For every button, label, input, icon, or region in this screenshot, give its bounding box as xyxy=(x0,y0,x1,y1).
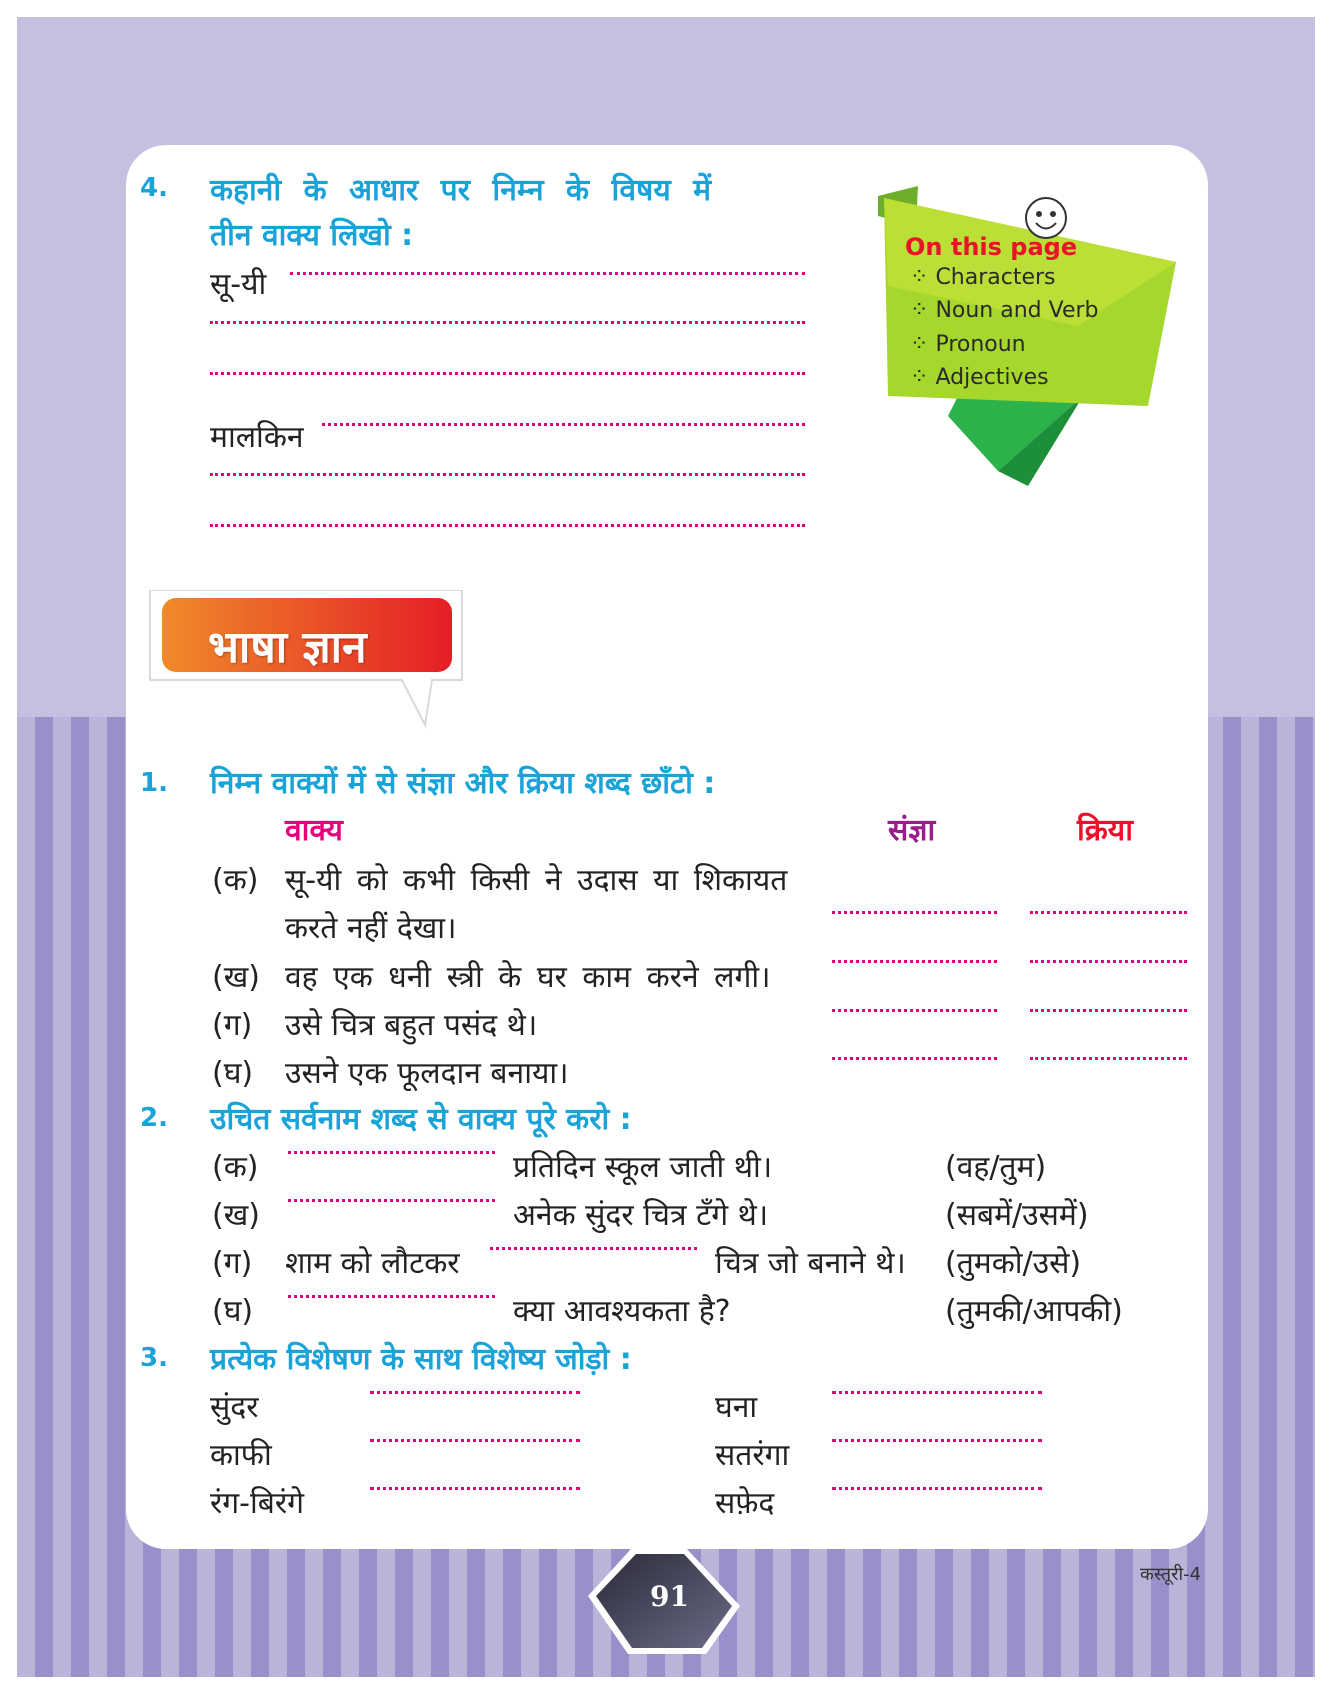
answer-line[interactable] xyxy=(290,272,805,275)
verb-answer-line[interactable] xyxy=(1030,1057,1187,1060)
row-mark: (घ) xyxy=(212,1294,254,1329)
exercise-3-question: प्रत्येक विशेषण के साथ विशेष्य जोड़ो : xyxy=(210,1342,632,1377)
adjective-word: सुंदर xyxy=(210,1390,259,1425)
noun-answer-line[interactable] xyxy=(832,1439,1042,1442)
exercise-4-label-suyi: सू-यी xyxy=(210,267,267,302)
pronoun-answer-line[interactable] xyxy=(490,1247,697,1250)
sentence-text: वह एक धनी स्त्री के घर काम करने लगी। xyxy=(285,960,771,995)
row-mark: (ग) xyxy=(212,1008,253,1043)
row-mark: (ख) xyxy=(212,960,260,995)
adjective-word: सतरंगा xyxy=(715,1438,790,1473)
exercise-4-question-line1: कहानी के आधार पर निम्न के विषय में xyxy=(210,173,712,208)
pronoun-options: (तुमकी/आपकी) xyxy=(945,1294,1123,1329)
answer-line[interactable] xyxy=(210,321,805,324)
adjective-word: रंग-बिरंगे xyxy=(210,1486,305,1521)
exercise-4-question-line2: तीन वाक्य लिखो : xyxy=(210,218,414,253)
book-name: कस्तूरी-4 xyxy=(1140,1564,1202,1585)
adjective-word: काफी xyxy=(210,1438,272,1473)
column-header-sentence: वाक्य xyxy=(285,813,343,848)
sticker-item-pronoun: ⁘ Pronoun xyxy=(910,332,1026,357)
page-number: 91 xyxy=(650,1580,689,1613)
sentence-text: उसने एक फूलदान बनाया। xyxy=(285,1056,569,1091)
page-bottom-margin xyxy=(0,1677,1332,1692)
pronoun-options: (सबमें/उसमें) xyxy=(945,1198,1089,1233)
verb-answer-line[interactable] xyxy=(1030,960,1187,963)
row-mark: (घ) xyxy=(212,1056,254,1091)
answer-line[interactable] xyxy=(210,524,805,527)
section-banner-title: भाषा ज्ञान xyxy=(208,622,367,673)
exercise-3-number: 3. xyxy=(140,1343,168,1373)
noun-answer-line[interactable] xyxy=(370,1439,580,1442)
row-mark: (क) xyxy=(212,1150,259,1185)
pronoun-answer-line[interactable] xyxy=(288,1151,495,1154)
noun-answer-line[interactable] xyxy=(832,1487,1042,1490)
column-header-verb: क्रिया xyxy=(1077,813,1133,848)
bullet-icon: ⁘ xyxy=(910,332,929,357)
noun-answer-line[interactable] xyxy=(832,960,997,963)
bullet-icon: ⁘ xyxy=(910,365,929,390)
sentence-text-before: शाम को लौटकर xyxy=(285,1246,460,1281)
sticker-item-noun-verb: ⁘ Noun and Verb xyxy=(910,298,1099,323)
row-mark: (ख) xyxy=(212,1198,260,1233)
pronoun-answer-line[interactable] xyxy=(288,1199,495,1202)
bullet-icon: ⁘ xyxy=(910,265,929,290)
pronoun-answer-line[interactable] xyxy=(288,1295,495,1298)
sticker-item-characters: ⁘ Characters xyxy=(910,265,1056,290)
exercise-1-number: 1. xyxy=(140,768,168,798)
exercise-1-question: निम्न वाक्यों में से संज्ञा और क्रिया शब्द छाँटो : xyxy=(210,766,716,801)
sticker-item-adjectives: ⁘ Adjectives xyxy=(910,365,1049,390)
noun-answer-line[interactable] xyxy=(832,911,997,914)
exercise-4-label-malkin: मालकिन xyxy=(210,420,304,455)
sentence-text: क्या आवश्यकता है? xyxy=(513,1294,731,1329)
column-header-noun: संज्ञा xyxy=(888,813,936,848)
bullet-icon: ⁘ xyxy=(910,298,929,323)
exercise-4-number: 4. xyxy=(140,173,168,203)
adjective-word: घना xyxy=(715,1390,758,1425)
pronoun-options: (वह/तुम) xyxy=(945,1150,1047,1185)
sentence-text-cont: करते नहीं देखा। xyxy=(285,911,457,946)
answer-line[interactable] xyxy=(210,372,805,375)
noun-answer-line[interactable] xyxy=(370,1391,580,1394)
verb-answer-line[interactable] xyxy=(1030,1009,1187,1012)
sentence-text: अनेक सुंदर चित्र टँगे थे। xyxy=(513,1198,769,1233)
adjective-word: सफ़ेद xyxy=(715,1486,775,1521)
sentence-text: उसे चित्र बहुत पसंद थे। xyxy=(285,1008,538,1043)
exercise-2-number: 2. xyxy=(140,1103,168,1133)
smiley-icon xyxy=(1026,198,1066,238)
row-mark: (क) xyxy=(212,863,259,898)
sentence-text: चित्र जो बनाने थे। xyxy=(715,1246,906,1281)
sticker-title: On this page xyxy=(905,233,1078,261)
noun-answer-line[interactable] xyxy=(832,1057,997,1060)
noun-answer-line[interactable] xyxy=(370,1487,580,1490)
pronoun-options: (तुमको/उसे) xyxy=(945,1246,1082,1281)
exercise-2-question: उचित सर्वनाम शब्द से वाक्य पूरे करो : xyxy=(210,1102,632,1137)
answer-line[interactable] xyxy=(210,473,805,476)
noun-answer-line[interactable] xyxy=(832,1009,997,1012)
sentence-text: प्रतिदिन स्कूल जाती थी। xyxy=(513,1150,773,1185)
answer-line[interactable] xyxy=(322,423,805,426)
row-mark: (ग) xyxy=(212,1246,253,1281)
verb-answer-line[interactable] xyxy=(1030,911,1187,914)
noun-answer-line[interactable] xyxy=(832,1391,1042,1394)
sentence-text: सू-यी को कभी किसी ने उदास या शिकायत xyxy=(285,863,788,898)
